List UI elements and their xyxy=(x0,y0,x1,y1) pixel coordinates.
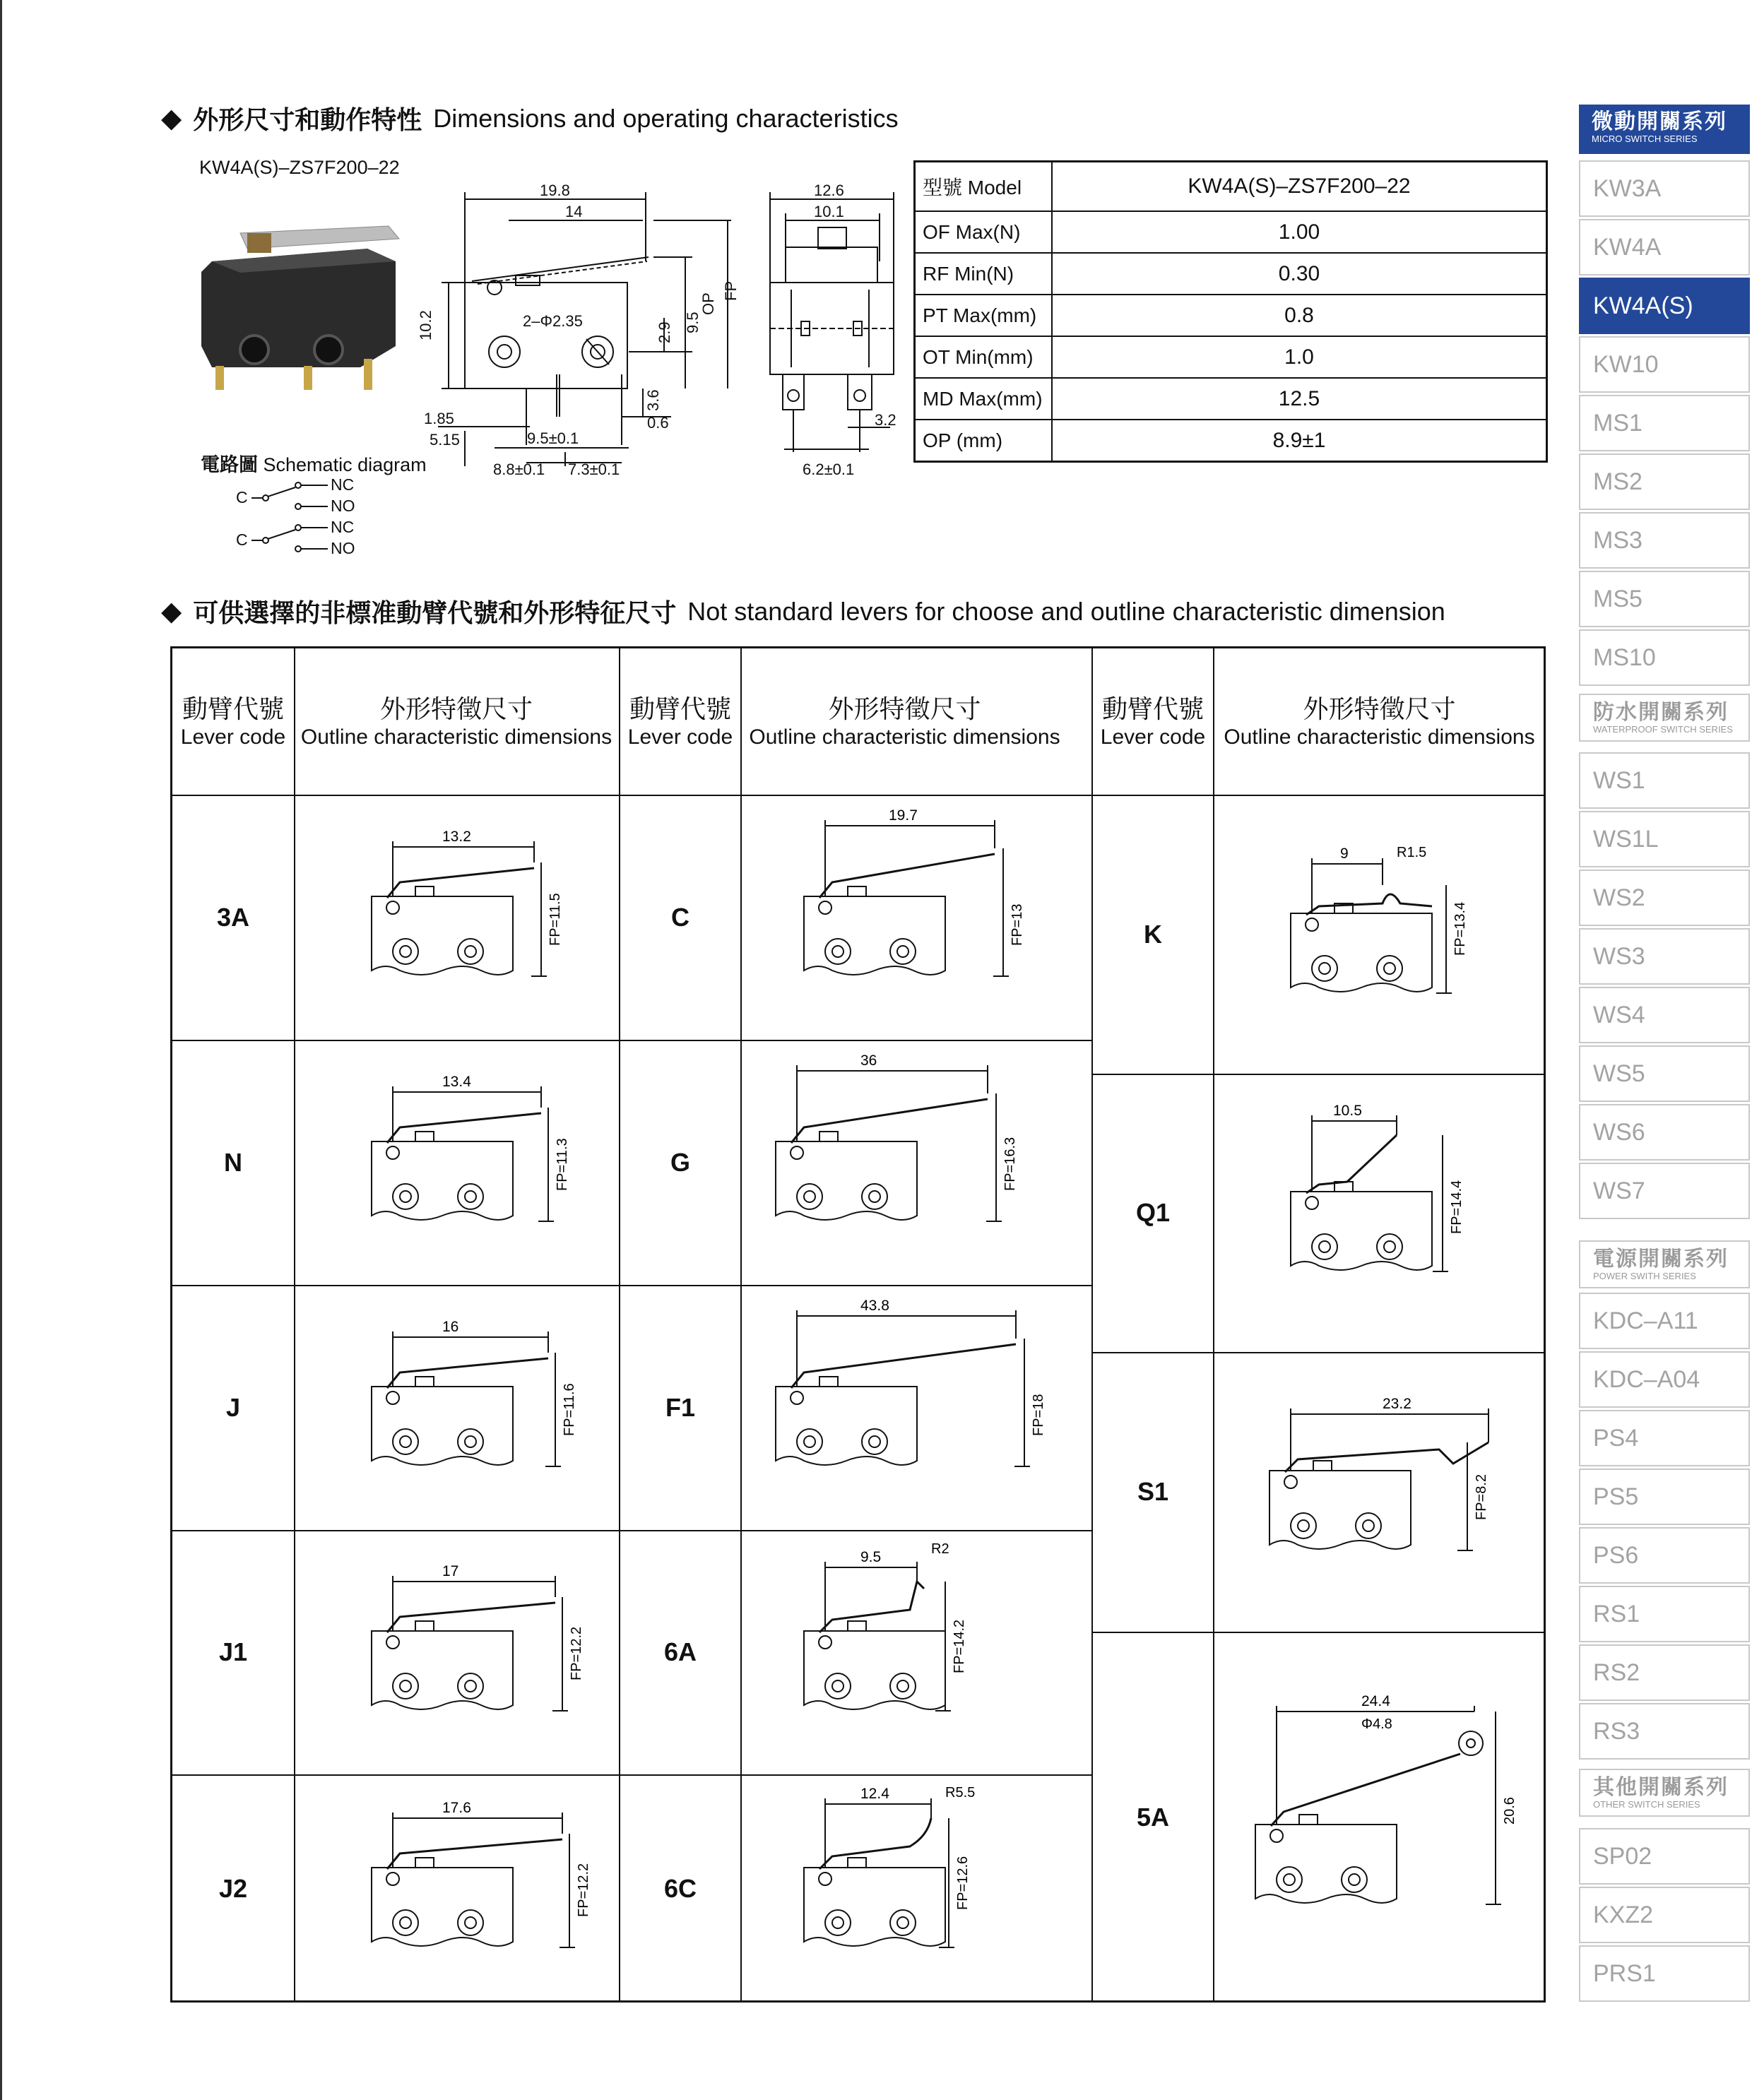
spec-row xyxy=(915,295,1547,336)
lever-outline-cell xyxy=(740,1040,1069,1285)
section-title-en: Dimensions and operating characteristics xyxy=(433,103,899,133)
page-edge xyxy=(0,0,2,2100)
lever-drawing xyxy=(1213,795,1546,1074)
header-outline-dims-zh: 外形特徵尺寸 xyxy=(828,694,981,723)
lever-drawing xyxy=(294,1040,619,1285)
lever-fp-label: FP=14.2 xyxy=(952,1619,967,1673)
lever-code: K xyxy=(1144,919,1162,949)
schematic-diagram xyxy=(233,475,389,566)
lever-outline-cell xyxy=(1213,1632,1546,2003)
sidebar-item-kw4a[interactable]: KW4A xyxy=(1579,219,1750,275)
lever-length-label: 43.8 xyxy=(860,1298,889,1314)
spec-row xyxy=(915,336,1547,378)
section-heading-levers xyxy=(161,593,1445,629)
spec-table xyxy=(913,160,1548,463)
spec-value: 0.30 xyxy=(1052,253,1547,295)
schematic-nc-1: NC xyxy=(331,475,355,494)
lever-length-label: 10.5 xyxy=(1333,1103,1362,1119)
lever-fp-label: FP=11.3 xyxy=(555,1138,570,1191)
lever-fp-label: FP=8.2 xyxy=(1474,1473,1489,1520)
lever-code: J2 xyxy=(218,1873,248,1903)
spec-label: OT Min(mm) xyxy=(915,336,1053,378)
spec-value: 1.00 xyxy=(1052,211,1547,253)
lever-code: 6A xyxy=(663,1637,697,1666)
dim-3-6: 3.6 xyxy=(644,389,662,411)
lever-arm xyxy=(387,1603,555,1632)
lever-length-label: 9.5 xyxy=(860,1549,882,1565)
dim-19-8: 19.8 xyxy=(540,182,570,199)
sidebar-item-ps5[interactable]: PS5 xyxy=(1579,1469,1750,1525)
lever-grid xyxy=(170,646,1546,2003)
lever-outline-cell xyxy=(1213,1074,1546,1352)
spec-label: OP (mm) xyxy=(915,420,1053,462)
sidebar-group-title: 其他開關系列 xyxy=(1593,1776,1729,1799)
dim-5-15: 5.15 xyxy=(430,431,460,449)
sidebar-item-ms3[interactable]: MS3 xyxy=(1579,512,1750,569)
lever-fp-label: FP=11.5 xyxy=(548,893,563,946)
lever-extra-label: Φ4.8 xyxy=(1361,1716,1392,1732)
section-title-zh: 外形尺寸和動作特性 xyxy=(193,105,422,134)
header-lever-code-en: Lever code xyxy=(1100,725,1206,749)
sidebar-group-subtitle: MICRO SWITCH SERIES xyxy=(1592,134,1698,144)
spec-row xyxy=(915,253,1547,295)
sidebar-item-kxz2[interactable]: KXZ2 xyxy=(1579,1887,1750,1943)
lever-length-label: 17.6 xyxy=(442,1800,471,1816)
schematic-label-zh: 電路圖 xyxy=(201,454,258,475)
switch-body xyxy=(372,1631,513,1709)
spec-row xyxy=(915,420,1547,462)
lever-length-label: 13.4 xyxy=(442,1074,471,1090)
lever-arm xyxy=(1285,1442,1488,1472)
sidebar-group-group2 xyxy=(1579,694,1750,742)
lever-fp-label: FP=12.2 xyxy=(576,1863,591,1917)
dim-12-6: 12.6 xyxy=(814,182,844,199)
lever-fp-label: FP=16.3 xyxy=(1002,1137,1018,1191)
lever-outline-cell xyxy=(294,1530,619,1774)
dim-9-5: 9.5 xyxy=(684,312,702,333)
sidebar-group-group4 xyxy=(1579,1769,1750,1817)
lever-drawing xyxy=(740,1530,1069,1774)
dim-6-2-tol: 6.2±0.1 xyxy=(803,461,855,478)
lever-extra-label: R1.5 xyxy=(1397,845,1427,860)
lever-fp-label: FP=12.2 xyxy=(569,1626,584,1680)
lever-length-label: 23.2 xyxy=(1383,1396,1411,1412)
lever-length-label: 9 xyxy=(1340,846,1349,862)
header-lever-code-en: Lever code xyxy=(180,725,286,749)
lever-outline-cell xyxy=(740,795,1069,1040)
header-outline-dims xyxy=(1213,648,1546,795)
lever-arm xyxy=(387,1113,541,1143)
lever-drawing xyxy=(294,1774,619,2003)
sidebar-item-kw10[interactable]: KW10 xyxy=(1579,336,1750,393)
spec-row xyxy=(915,211,1547,253)
schematic-c-2: C xyxy=(236,530,248,549)
diamond-bullet-icon: ◆ xyxy=(161,104,182,134)
section-title-zh: 可供選擇的非標准動臂代號和外形特征尺寸 xyxy=(193,598,677,627)
header-lever-code xyxy=(172,648,294,795)
schematic-no-2: NO xyxy=(331,539,355,557)
spec-row xyxy=(915,378,1547,420)
dim-14: 14 xyxy=(565,203,583,220)
dim-3-2: 3.2 xyxy=(875,411,896,429)
sidebar-item-ws5[interactable]: WS5 xyxy=(1579,1045,1750,1102)
spec-label: PT Max(mm) xyxy=(915,295,1053,336)
front-dimension-drawing xyxy=(417,177,742,480)
lever-extra-label: R5.5 xyxy=(945,1785,976,1801)
dim-phi-2-35: 2–Φ2.35 xyxy=(523,312,583,330)
dim-10-2: 10.2 xyxy=(417,310,434,340)
lever-outline-cell xyxy=(294,1774,619,2003)
lever-drawing xyxy=(740,1285,1069,1530)
lever-code: S1 xyxy=(1137,1477,1169,1506)
lever-drawing xyxy=(294,1285,619,1530)
header-outline-dims-zh: 外形特徵尺寸 xyxy=(379,694,533,723)
lever-drawing xyxy=(294,1530,619,1774)
lever-length-label: 12.4 xyxy=(860,1786,889,1802)
lever-drawing xyxy=(1213,1074,1546,1352)
lever-length-label: 19.7 xyxy=(889,807,918,824)
header-outline-dims-en: Outline characteristic dimensions xyxy=(1224,725,1535,749)
header-outline-dims-en: Outline characteristic dimensions xyxy=(300,725,612,749)
dim-fp: FP xyxy=(722,280,740,301)
lever-arm xyxy=(387,1839,562,1869)
lever-drawing xyxy=(740,1040,1069,1285)
spec-label: OF Max(N) xyxy=(915,211,1053,253)
lever-outline-cell xyxy=(740,1530,1069,1774)
header-outline-dims xyxy=(740,648,1069,795)
sidebar-item-kw4a-s-[interactable]: KW4A(S) xyxy=(1579,278,1750,334)
lever-arm xyxy=(1306,1135,1397,1193)
spec-label: RF Min(N) xyxy=(915,253,1053,295)
schematic-label-en: Schematic diagram xyxy=(263,454,427,475)
lever-arm xyxy=(791,1344,1016,1388)
switch-photo xyxy=(198,205,410,403)
sidebar-item-kdc-a11[interactable]: KDC–A11 xyxy=(1579,1293,1750,1349)
schematic-no-1: NO xyxy=(331,497,355,515)
sidebar-item-rs3[interactable]: RS3 xyxy=(1579,1703,1750,1760)
lever-outline-cell xyxy=(294,795,619,1040)
lever-drawing xyxy=(740,795,1069,1040)
switch-body xyxy=(372,896,513,975)
lever-fp-label: FP=13.4 xyxy=(1452,901,1468,956)
lever-code: C xyxy=(671,902,689,932)
spec-table-header xyxy=(915,162,1547,212)
header-lever-code-zh: 動臂代號 xyxy=(182,694,284,723)
side-dimension-drawing xyxy=(763,177,904,480)
sidebar-group-subtitle: POWER SWITH SERIES xyxy=(1593,1271,1696,1281)
lever-code: 3A xyxy=(216,902,250,932)
sidebar-item-kdc-a04[interactable]: KDC–A04 xyxy=(1579,1351,1750,1408)
spec-value: KW4A(S)–ZS7F200–22 xyxy=(1052,162,1547,212)
sidebar-item-ws4[interactable]: WS4 xyxy=(1579,987,1750,1043)
lever-code: Q1 xyxy=(1135,1198,1171,1227)
dim-9-5-tol: 9.5±0.1 xyxy=(527,429,579,447)
spec-value: 0.8 xyxy=(1052,295,1547,336)
switch-body xyxy=(372,1141,513,1220)
lever-arm xyxy=(387,868,534,898)
lever-outline-cell xyxy=(740,1285,1069,1530)
dim-0-6: 0.6 xyxy=(647,414,669,432)
lever-arm xyxy=(819,854,995,898)
lever-outline-cell xyxy=(740,1774,1069,2003)
lever-drawing xyxy=(1213,1632,1546,2003)
dim-1-85: 1.85 xyxy=(424,410,454,427)
lever-code: N xyxy=(224,1147,242,1177)
spec-value: 1.0 xyxy=(1052,336,1547,378)
dim-op: OP xyxy=(699,292,717,315)
switch-body xyxy=(1255,1825,1397,1903)
dim-10-1: 10.1 xyxy=(814,203,844,220)
lever-drawing xyxy=(740,1774,1069,2003)
lever-outline-cell xyxy=(294,1040,619,1285)
lever-code: F1 xyxy=(665,1392,695,1422)
header-outline-dims xyxy=(294,648,619,795)
sidebar-group-group1 xyxy=(1579,105,1750,154)
sidebar-item-ws6[interactable]: WS6 xyxy=(1579,1104,1750,1161)
lever-code: J xyxy=(225,1392,241,1422)
spec-value: 8.9±1 xyxy=(1052,420,1547,462)
spec-label: 型號 Model xyxy=(915,162,1053,212)
lever-extra-label: R2 xyxy=(931,1541,949,1557)
diamond-bullet-icon: ◆ xyxy=(161,597,182,627)
sidebar-item-ms1[interactable]: MS1 xyxy=(1579,395,1750,451)
header-lever-code xyxy=(620,648,740,795)
lever-length-label: 17 xyxy=(442,1563,459,1579)
schematic-c-1: C xyxy=(236,488,248,506)
section-title-en: Not standard levers for choose and outline characteristic dimension xyxy=(687,596,1445,626)
sidebar-group-title: 電源開關系列 xyxy=(1593,1247,1729,1271)
sidebar-item-ps6[interactable]: PS6 xyxy=(1579,1527,1750,1584)
lever-outline-cell xyxy=(294,1285,619,1530)
sidebar-item-ws1[interactable]: WS1 xyxy=(1579,752,1750,809)
lever-arm xyxy=(791,1099,988,1143)
sidebar-group-group3 xyxy=(1579,1240,1750,1288)
lever-drawing xyxy=(1213,1352,1546,1632)
lever-fp-label: FP=11.6 xyxy=(562,1383,577,1436)
schematic-nc-2: NC xyxy=(331,518,355,536)
lever-fp-label: FP=13 xyxy=(1010,903,1025,946)
lever-fp-label: FP=12.6 xyxy=(955,1856,971,1910)
sidebar-item-rs2[interactable]: RS2 xyxy=(1579,1644,1750,1701)
lever-fp-label: FP=18 xyxy=(1031,1394,1046,1436)
sidebar-group-subtitle: WATERPROOF SWITCH SERIES xyxy=(1593,724,1733,735)
switch-body xyxy=(1291,913,1432,992)
sidebar-item-kw3a[interactable]: KW3A xyxy=(1579,160,1750,217)
switch-body xyxy=(804,1868,945,1946)
sidebar-item-ws7[interactable]: WS7 xyxy=(1579,1163,1750,1219)
sidebar-item-ms10[interactable]: MS10 xyxy=(1579,629,1750,686)
header-outline-dims-en: Outline characteristic dimensions xyxy=(749,725,1060,749)
lever-length-label: 16 xyxy=(442,1319,459,1335)
schematic-label xyxy=(201,449,427,477)
model-label: KW4A(S)–ZS7F200–22 xyxy=(199,157,400,178)
section-heading-dimensions xyxy=(161,100,899,136)
switch-body xyxy=(804,896,945,975)
sidebar-item-ps4[interactable]: PS4 xyxy=(1579,1410,1750,1466)
lever-outline-cell xyxy=(1213,795,1546,1074)
lever-outline-cell xyxy=(1213,1352,1546,1632)
sidebar-item-rs1[interactable]: RS1 xyxy=(1579,1586,1750,1642)
lever-arm xyxy=(1306,894,1432,915)
spec-label: MD Max(mm) xyxy=(915,378,1053,420)
spec-value: 12.5 xyxy=(1052,378,1547,420)
sidebar-group-title: 微動開關系列 xyxy=(1592,110,1727,134)
lever-length-label: 24.4 xyxy=(1361,1693,1390,1709)
switch-body xyxy=(776,1141,917,1220)
sidebar-item-prs1[interactable]: PRS1 xyxy=(1579,1945,1750,2002)
lever-arm xyxy=(819,1582,924,1632)
switch-body xyxy=(372,1387,513,1465)
lever-fp-label: 20.6 xyxy=(1502,1797,1517,1825)
sidebar-item-ws3[interactable]: WS3 xyxy=(1579,928,1750,985)
dim-8-8-tol: 8.8±0.1 xyxy=(493,461,545,478)
dim-7-3-tol: 7.3±0.1 xyxy=(568,461,620,478)
header-lever-code-en: Lever code xyxy=(627,725,733,749)
sidebar-item-ws1l[interactable]: WS1L xyxy=(1579,811,1750,867)
header-lever-code-zh: 動臂代號 xyxy=(629,694,731,723)
dim-2-9: 2.9 xyxy=(656,321,673,343)
switch-body xyxy=(1269,1471,1411,1549)
lever-length-label: 13.2 xyxy=(442,829,471,845)
lever-code: 6C xyxy=(663,1873,697,1903)
lever-drawing xyxy=(294,795,619,1040)
switch-body xyxy=(804,1631,945,1709)
lever-fp-label: FP=14.4 xyxy=(1449,1180,1464,1234)
lever-code: G xyxy=(670,1147,690,1177)
lever-length-label: 36 xyxy=(860,1052,877,1069)
header-lever-code xyxy=(1093,648,1213,795)
switch-body xyxy=(1291,1192,1432,1270)
lever-code: J1 xyxy=(218,1637,248,1666)
lever-arm xyxy=(819,1818,931,1869)
sidebar-item-sp02[interactable]: SP02 xyxy=(1579,1828,1750,1885)
sidebar-group-title: 防水開關系列 xyxy=(1593,701,1729,724)
switch-body xyxy=(372,1868,513,1946)
switch-body xyxy=(776,1387,917,1465)
lever-code: 5A xyxy=(1136,1802,1170,1832)
sidebar-group-subtitle: OTHER SWITCH SERIES xyxy=(1593,1799,1700,1810)
lever-arm xyxy=(387,1358,548,1388)
sidebar-item-ms5[interactable]: MS5 xyxy=(1579,571,1750,627)
sidebar-item-ms2[interactable]: MS2 xyxy=(1579,453,1750,510)
sidebar-item-ws2[interactable]: WS2 xyxy=(1579,870,1750,926)
header-lever-code-zh: 動臂代號 xyxy=(1101,694,1204,723)
header-outline-dims-zh: 外形特徵尺寸 xyxy=(1303,694,1456,723)
